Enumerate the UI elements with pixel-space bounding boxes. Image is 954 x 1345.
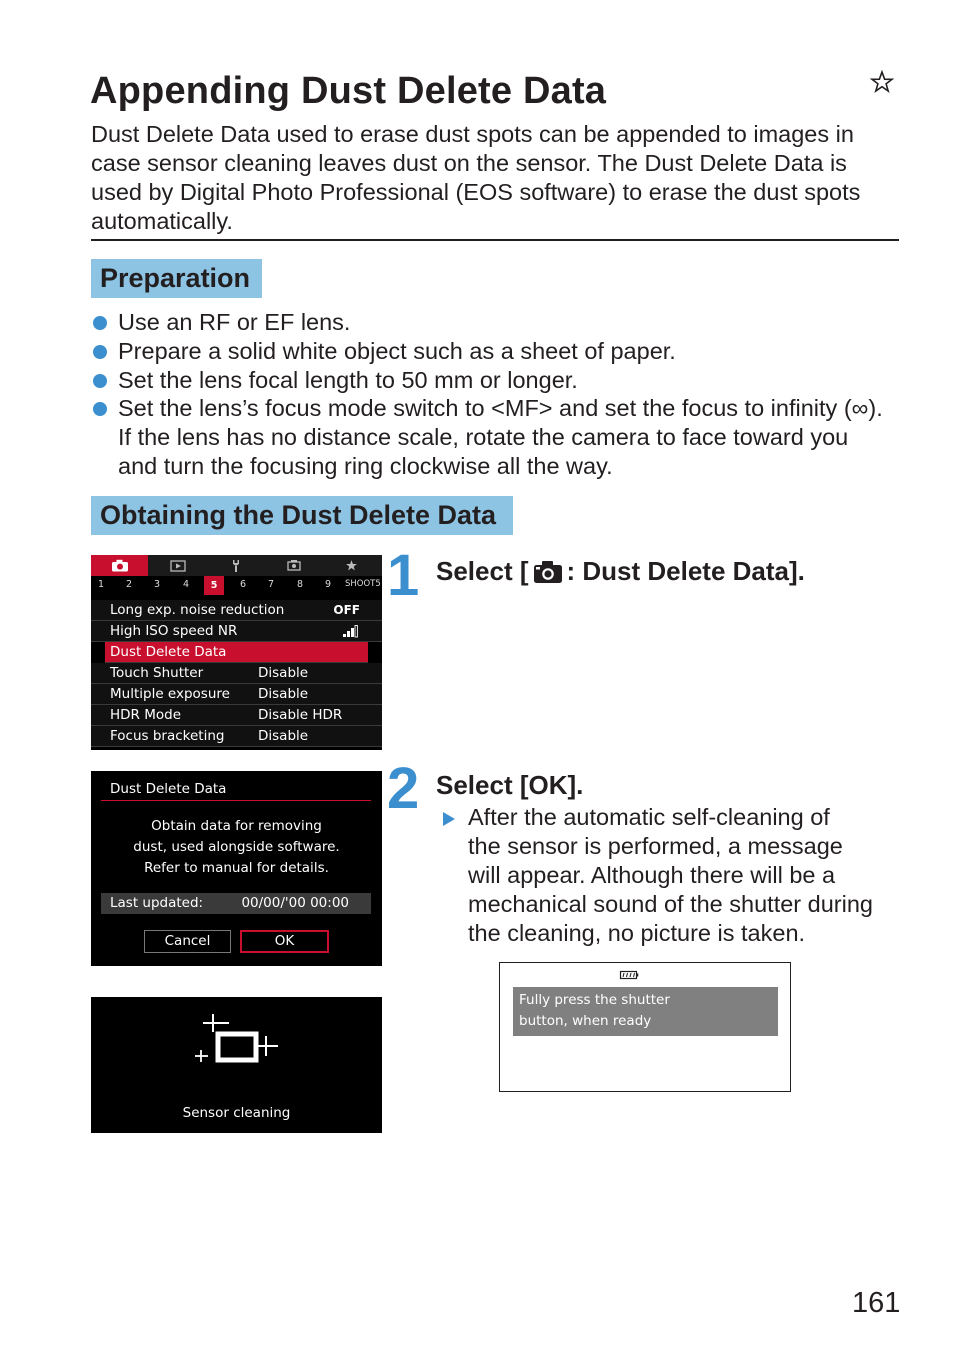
step-number: 1 xyxy=(387,543,420,608)
tab-shooting[interactable] xyxy=(91,555,148,576)
sensor-cleaning-label: Sensor cleaning xyxy=(182,1105,291,1121)
step2-detail-line: the cleaning, no picture is taken. xyxy=(468,920,806,946)
menu-item-value: Disable HDR xyxy=(258,707,343,723)
viewfinder-message-line: Fully press the shutter xyxy=(519,992,670,1008)
menu-page-number-active[interactable]: 5 xyxy=(204,576,224,595)
menu-page-number[interactable]: 8 xyxy=(296,579,304,590)
menu-item-multiple-exposure[interactable] xyxy=(91,684,382,705)
list-item xyxy=(91,337,911,366)
bullet-icon xyxy=(93,402,107,416)
menu-item-long-exp-nr[interactable] xyxy=(91,600,382,621)
viewfinder-message-line: button, when ready xyxy=(519,1013,652,1029)
dialog-divider xyxy=(101,800,371,801)
list-item xyxy=(91,308,911,337)
viewfinder-message xyxy=(513,987,778,1036)
menu-item-dust-delete-data[interactable] xyxy=(105,642,368,663)
menu-page-number[interactable]: 6 xyxy=(239,579,247,590)
last-updated-label: Last updated: xyxy=(110,895,204,911)
bullet-icon xyxy=(93,345,107,359)
menu-item-touch-shutter[interactable] xyxy=(91,663,382,684)
menu-item-value: OFF xyxy=(333,603,360,617)
dialog-message-line: Refer to manual for details. xyxy=(144,860,329,876)
menu-page-number[interactable]: 2 xyxy=(125,579,133,590)
last-updated-value: 00/00/'00 00:00 xyxy=(241,895,349,911)
battery-icon xyxy=(619,970,639,980)
playback-icon xyxy=(170,560,186,572)
sensor-cleaning-screen xyxy=(91,997,382,1133)
camera-menu-screen xyxy=(91,555,382,750)
menu-page-number[interactable]: 9 xyxy=(324,579,332,590)
list-item-text: Use an RF or EF lens. xyxy=(118,309,351,335)
step1-title-end: : Dust Delete Data]. xyxy=(566,556,805,586)
step2-detail-line: will appear. Although there will be a xyxy=(468,862,836,888)
list-item-text: Prepare a solid white object such as a sheet of paper. xyxy=(118,337,676,364)
menu-page-number[interactable]: 1 xyxy=(97,579,105,590)
menu-item-high-iso-nr[interactable] xyxy=(91,621,382,642)
dust-delete-dialog-screen xyxy=(91,771,382,966)
viewfinder-message-display xyxy=(499,962,791,1092)
ok-button[interactable]: OK xyxy=(240,930,329,953)
cancel-button[interactable]: Cancel xyxy=(144,930,231,953)
bullet-icon xyxy=(93,316,107,330)
menu-item-focus-bracketing[interactable] xyxy=(91,726,382,747)
menu-tab-bar xyxy=(91,555,382,576)
star-icon xyxy=(345,559,358,572)
step2-detail-line: mechanical sound of the shutter during xyxy=(468,891,873,917)
page-title: Appending Dust Delete Data xyxy=(90,70,607,112)
bullet-icon xyxy=(93,374,107,388)
menu-page-number[interactable]: SHOOT5 xyxy=(345,579,381,589)
list-item xyxy=(91,366,911,395)
step2-detail-line: After the automatic self-cleaning of xyxy=(468,804,830,830)
dialog-message-line: Obtain data for removing xyxy=(151,818,322,834)
tab-my-menu[interactable] xyxy=(323,555,380,576)
menu-item-value: Disable xyxy=(258,686,309,702)
step1-title-start: Select [ xyxy=(436,556,529,586)
intro-line: automatically. xyxy=(91,208,233,234)
star-icon xyxy=(870,70,894,94)
list-item xyxy=(91,394,911,480)
preparation-list xyxy=(91,308,911,481)
custom-camera-icon xyxy=(286,559,302,573)
tab-playback[interactable] xyxy=(149,555,206,576)
dialog-message xyxy=(91,816,382,879)
section-heading-preparation: Preparation xyxy=(91,259,262,298)
list-item-text: Set the lens’s focus mode switch to <MF> and set the focus to infinity (∞). xyxy=(118,395,883,422)
menu-item-label: Long exp. noise reduction xyxy=(110,602,285,618)
camera-icon xyxy=(111,559,129,572)
menu-page-numbers xyxy=(91,576,382,595)
triangle-bullet-icon xyxy=(443,812,455,826)
list-item-text: Set the lens focal length to 50 mm or longer. xyxy=(118,366,578,393)
step1-title xyxy=(436,556,805,587)
nr-level-icon xyxy=(342,625,358,638)
section-heading-obtaining: Obtaining the Dust Delete Data xyxy=(91,496,513,535)
menu-page-number[interactable]: 4 xyxy=(182,579,190,590)
menu-item-value: Disable xyxy=(258,728,309,744)
last-updated-bar xyxy=(101,893,371,914)
menu-list xyxy=(91,600,382,747)
intro-line: case sensor cleaning leaves dust on the sensor. The Dust Delete Data is xyxy=(91,150,847,176)
wrench-icon xyxy=(229,559,243,573)
menu-item-label: High ISO speed NR xyxy=(110,623,238,639)
menu-page-number[interactable]: 3 xyxy=(153,579,161,590)
intro-line: used by Digital Photo Professional (EOS software) to erase the dust spots xyxy=(91,179,861,205)
menu-item-label: Touch Shutter xyxy=(110,665,204,681)
dialog-message-line: dust, used alongside software. xyxy=(133,839,340,855)
tab-custom-functions[interactable] xyxy=(265,555,322,576)
step2-detail-line: the sensor is performed, a message xyxy=(468,833,843,859)
menu-item-label: Multiple exposure xyxy=(110,686,230,702)
dialog-title: Dust Delete Data xyxy=(110,781,227,797)
menu-item-hdr-mode[interactable] xyxy=(91,705,382,726)
step-number: 2 xyxy=(387,756,420,821)
list-item-text: If the lens has no distance scale, rotate the camera to face toward you xyxy=(118,424,849,451)
title-divider xyxy=(91,239,899,241)
step2-title: Select [OK]. xyxy=(436,770,584,800)
menu-page-number[interactable]: 7 xyxy=(267,579,275,590)
menu-item-value: Disable xyxy=(258,665,309,681)
menu-item-label: Dust Delete Data xyxy=(110,644,227,660)
tab-setup[interactable] xyxy=(207,555,264,576)
sensor-cleaning-icon xyxy=(191,1012,281,1072)
menu-item-label: HDR Mode xyxy=(110,707,182,723)
list-item-text: and turn the focusing ring clockwise all the way. xyxy=(118,452,613,479)
step2-detail xyxy=(443,803,893,948)
menu-item-label: Focus bracketing xyxy=(110,728,225,744)
intro-line: Dust Delete Data used to erase dust spots can be appended to images in xyxy=(91,121,854,147)
camera-icon xyxy=(533,560,563,584)
page-number: 161 xyxy=(852,1287,901,1319)
intro-paragraph xyxy=(91,120,891,236)
